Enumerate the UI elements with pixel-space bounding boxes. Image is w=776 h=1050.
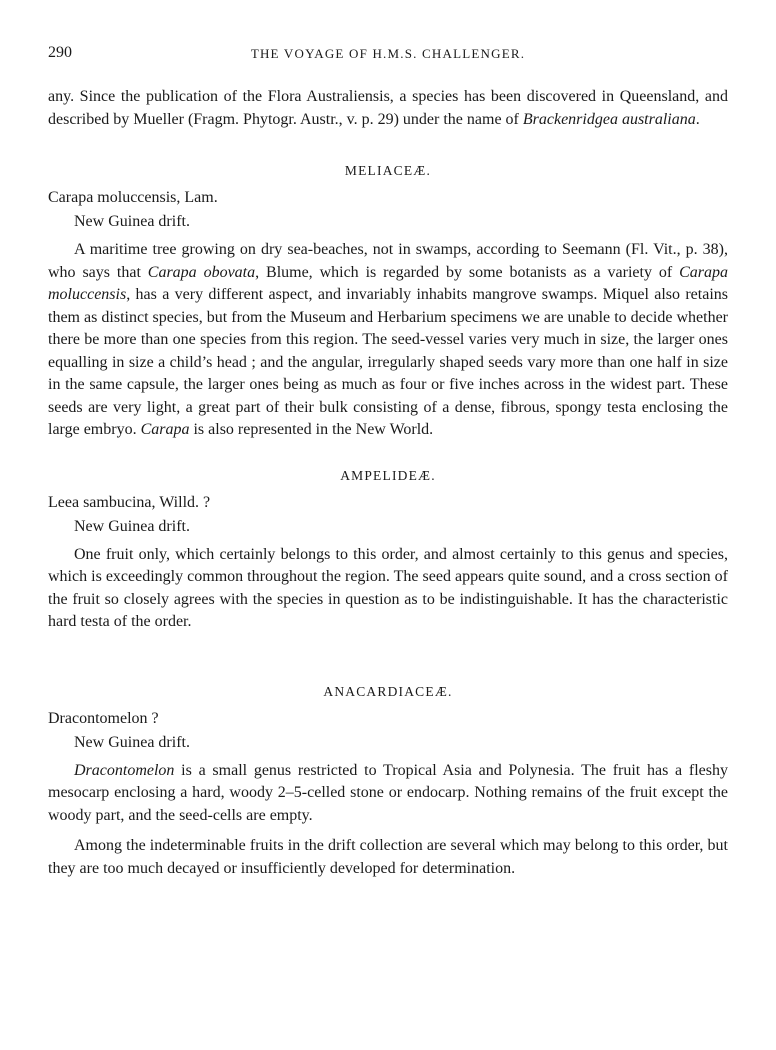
species-name: Carapa moluccensis, Lam. [48,189,218,206]
body-paragraph: Among the indeterminable fruits in the drift collection are several which may belong to this order, but they are too much decayed or insufficiently developed for determination. [48,837,728,877]
section-heading-meliaceae: MELIACEÆ. [344,163,432,178]
intro-text: any. Since the publication of the Flora Australiensis, a species has been discovered in Queensland, and described by Mueller (Fragm. Phytogr. Austr., v. p. 29) under the name of [48,88,728,128]
body-paragraph [48,239,728,442]
running-title: THE VOYAGE OF H.M.S. CHALLENGER. [250,46,526,61]
locality: New Guinea drift. [74,733,190,751]
locality: New Guinea drift. [74,517,190,535]
body-paragraph [48,760,728,828]
intro-text-end: . [695,110,700,128]
page [48,40,728,880]
locality: New Guinea drift. [74,213,190,230]
body-text: is a small genus restricted to Tropical Asia and Polynesia. The fruit has a fleshy mesocarp enclosing a hard, woody 2–5-celled stone or endocarp. Nothing remains of the fruit except the woody part, and the seed-cells are empty. [48,761,728,824]
species-name: Dracontomelon ? [48,709,159,727]
body-text: is also represented in the New World. [189,421,434,438]
italic-taxon: Carapa moluccensis [48,263,728,303]
species-name: Leea sambucina, Willd. ? [48,493,211,511]
italic-taxon: Dracontomelon [74,761,175,779]
body-text: , Blume, which is regarded by some botanists as a variety of [255,263,680,281]
body-text: A maritime tree growing on dry sea-beaches, not in swamps, according to Seemann (Fl. Vit., p. 38), who says that [48,241,728,281]
intro-paragraph [48,86,728,131]
italic-taxon: Carapa [140,421,190,438]
body-paragraph: One fruit only, which certainly belongs to this order, and almost certainly to this genus and species, which is exceedingly common throughout the region. The seed appears quite sound, and a cross section of the fruit so closely agrees with the species in question as to be indistinguishable. It has the characteristic hard testa of the order. [48,545,728,630]
section-heading-ampelideae: AMPELIDEÆ. [340,467,436,483]
running-header [48,40,728,68]
page-number: 290 [48,44,72,61]
italic-taxon: Carapa obovata [147,263,256,281]
body-text: , has a very different aspect, and invariably inhabits mangrove swamps. Miquel also retains them as distinct species, but from the Museum and Herbarium specimens we are unable to decide whether there be more than one species from this region. The seed-vessel varies very much in size, the larger ones equalling in size a child’s head ; and the angular, irregularly shaped seeds vary more than one half in size in the same capsule, the larger ones being as much as four or five inches across in the widest part. These seeds are very light, a great part of their bulk consisting of a dense, fibrous, spongy testa enclosing the large embryo. [48,286,728,438]
italic-taxon: Brackenridgea australiana [522,110,696,128]
section-heading-anacardiaceae: ANACARDIACEÆ. [323,683,453,699]
